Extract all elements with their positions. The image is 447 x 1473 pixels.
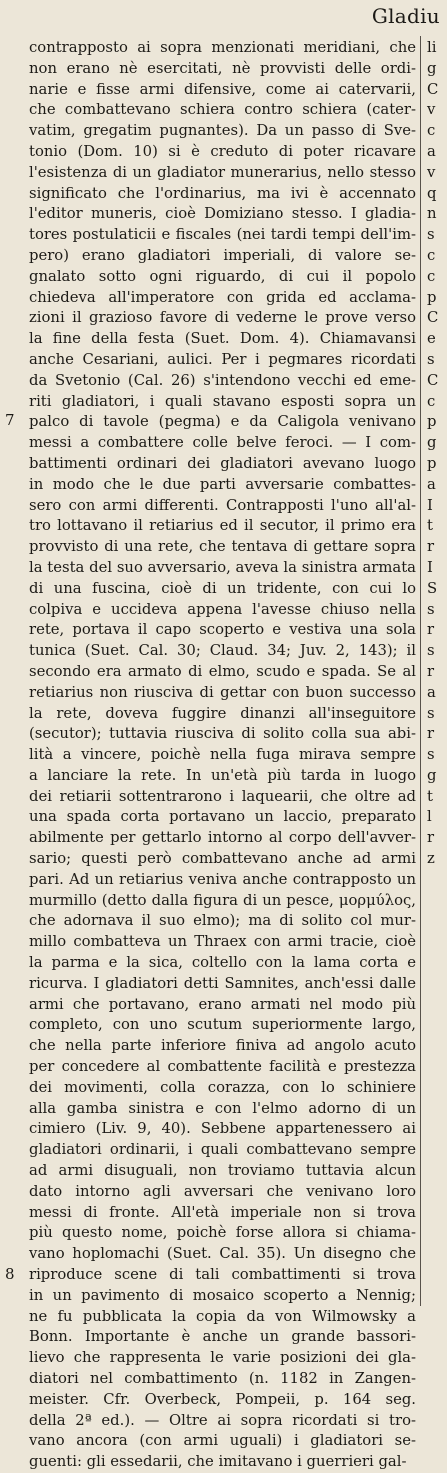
right-fragment: C [427,80,439,98]
text-line: anche Cesariani, aulici. Per i pegmares ricordati [29,350,416,368]
right-fragment: l [427,808,432,826]
text-line: pero) erano gladiatori imperiali, di valore se- [29,246,416,264]
right-fragment: g [427,434,437,452]
right-fragment: t [427,517,433,535]
text-line: narie e fisse armi difensive, come ai catervarii, [29,80,416,98]
right-fragment: r [427,621,435,639]
text-line: che nella parte inferiore finiva ad angolo acuto [29,1037,416,1055]
right-fragment: a [427,142,436,160]
text-line: dei movimenti, colla corazza, con lo schiniere [29,1078,416,1096]
text-line: che combattevano schiera contro schiera (cater- [29,101,416,119]
text-line: secondo era armato di elmo, scudo e spada. Se al [29,662,416,680]
margin-number-7: 7 [5,411,15,429]
text-line: ne fu pubblicata la copia da von Wilmowsky a [29,1307,416,1325]
right-fragment: s [427,350,435,368]
text-line: vatim, gregatim pugnantes). Da un passo di Sve- [29,122,416,140]
text-line: in modo che le due parti avversarie combattes- [29,475,416,493]
right-fragment: s [427,746,435,764]
text-line: riti gladiatori, i quali stavano esposti sopra un [29,392,416,410]
text-line: in un pavimento di mosaico scoperto a Nennig; [29,1286,416,1304]
text-line: l'editor muneris, cioè Domiziano stesso. I gladia- [29,205,416,223]
text-line: messi a combattere colle belve feroci. — I com- [29,434,416,452]
running-head: Gladiu [371,4,440,28]
text-line: alla gamba sinistra e con l'elmo adorno di un [29,1099,416,1117]
text-line: per concedere al combattente facilità e prestezza [29,1058,416,1076]
text-line: colpiva e uccideva appena l'avesse chiuso nella [29,600,416,618]
text-line: di una fuscina, cioè di un tridente, con cui lo [29,579,416,597]
text-line: della 2ª ed.). — Oltre ai sopra ricordati si tro- [29,1411,416,1429]
text-line: rete, portava il capo scoperto e vestiva una sola [29,621,416,639]
text-line: messi di fronte. All'età imperiale non si trova [29,1203,416,1221]
right-fragment: p [427,454,437,472]
right-fragment: I [427,558,433,576]
right-fragment: s [427,600,435,618]
text-line: tonio (Dom. 10) si è creduto di poter ricavare [29,142,416,160]
text-line: diatori nel combattimento (n. 1182 in Zangen- [29,1370,416,1387]
text-line: murmillo (detto dalla figura di un pesce, μορμύλος, [29,891,416,909]
text-line: da Svetonio (Cal. 26) s'intendono vecchi ed eme- [29,371,416,389]
main-text-column [29,38,416,1473]
text-line: tro lottavano il retiarius ed il secutor, il primo era [29,517,416,535]
text-line: guenti: gli essedarii, che imitavano i guerrieri gal- [29,1453,407,1471]
text-line: vano hoplomachi (Suet. Cal. 35). Un disegno che [29,1245,416,1263]
text-line: lievo che rappresenta le varie posizioni dei gla- [29,1349,416,1367]
text-line: cimiero (Liv. 9, 40). Sebbene appartenessero ai [29,1120,416,1138]
right-fragment: r [427,538,435,556]
text-line: contrapposto ai sopra menzionati meridiani, che [29,39,416,56]
text-line: provvisto di una rete, che tentava di gettare sopra [29,538,416,556]
text-line: a lanciare la rete. In un'età più tarda in luogo [29,766,416,784]
text-line: gnalato sotto ogni riguardo, di cui il popolo [29,267,416,285]
text-line: la rete, doveva fuggire dinanzi all'inseguitore [29,704,416,722]
text-line: ricurva. I gladiatori detti Samnites, anch'essi dalle [29,974,416,992]
text-line: tores postulaticii e fiscales (nei tardi tempi dell'im- [29,226,416,244]
right-fragment: li [427,39,437,56]
text-line: completo, con uno scutum superiormente largo, [29,1016,416,1034]
text-line: retiarius non riusciva di gettar con buon successo [29,683,416,701]
text-line: sario; questi però combattevano anche ad armi [29,850,416,868]
text-line: più questo nome, poichè forse allora si chiama- [29,1224,416,1242]
text-line: pari. Ad un retiarius veniva anche contrapposto un [29,870,416,888]
text-line: dato intorno agli avversari che venivano loro [29,1182,416,1200]
text-line: ad armi disuguali, non troviamo tuttavia alcun [29,1162,416,1180]
text-line: zioni il grazioso favore di vederne le prove verso [29,309,416,327]
right-fragment: v [427,163,436,181]
right-fragment: r [427,829,435,847]
right-fragment: t [427,787,433,805]
text-line: (secutor); tuttavia riusciva di solito colla sua abi- [29,725,416,743]
text-line: la parma e la sica, coltello con la lama corta e [29,954,416,972]
right-fragment: I [427,496,433,514]
right-fragment: q [427,184,437,202]
right-fragment: z [427,850,435,868]
text-line: vano ancora (con armi uguali) i gladiatori se- [29,1432,416,1450]
right-fragment: s [427,642,435,660]
right-fragment: s [427,226,435,244]
right-fragment: S [427,579,438,597]
right-fragment: c [427,122,436,140]
text-line: lità a vincere, poichè nella fuga mirava sempre [29,746,416,764]
text-line: dei retiarii sottentrarono i laquearii, che oltre ad [29,787,416,805]
text-line: la testa del suo avversario, aveva la sinistra armata [29,558,416,576]
margin-number-8: 8 [5,1265,15,1283]
right-fragment: p [427,413,437,431]
right-fragment: p [427,288,437,306]
text-line: la fine della festa (Suet. Dom. 4). Chiamavansi [29,330,416,348]
text-line: che adornava il suo elmo); ma di solito col mur- [29,912,416,930]
text-line: chiedeva all'imperatore con grida ed acclama- [29,288,416,306]
text-line: significato che l'ordinarius, ma ivi è accennato [29,184,416,202]
right-fragment: g [427,766,437,784]
text-line: Bonn. Importante è anche un grande bassori- [29,1328,416,1346]
text-line: l'esistenza di un gladiator munerarius, nello stesso [29,163,416,181]
text-line: tunica (Suet. Cal. 30; Claud. 34; Juv. 2, 143); il [29,642,416,660]
right-fragment: e [427,330,436,348]
right-fragment: v [427,101,436,119]
text-line: meister. Cfr. Overbeck, Pompeii, p. 164 seg. [29,1390,416,1408]
right-fragment: a [427,475,436,493]
right-fragment: g [427,59,437,77]
column-divider [420,36,421,1306]
text-line: non erano nè esercitati, nè provvisti delle ordi- [29,59,416,77]
text-line: sero con armi differenti. Contrapposti l'uno all'al- [29,496,416,514]
text-line: palco di tavole (pegma) e da Caligola venivano [29,413,416,431]
right-fragment: a [427,683,436,701]
text-line: riproduce scene di tali combattimenti si trova [29,1266,416,1284]
right-fragment: s [427,704,435,722]
right-fragment: C [427,309,439,327]
text-line: una spada corta portavano un laccio, preparato [29,808,416,826]
right-fragment: r [427,725,435,743]
right-fragment: c [427,392,436,410]
text-line: millo combatteva un Thraex con armi tracie, cioè [29,933,416,951]
right-fragment: n [427,205,437,223]
right-fragment: c [427,267,436,285]
text-line: battimenti ordinari dei gladiatori avevano luogo [29,454,416,472]
right-fragment: C [427,371,439,389]
text-line: abilmente per gettarlo intorno al corpo dell'avver- [29,829,416,847]
right-column-fragments [427,38,447,870]
text-line: armi che portavano, erano armati nel modo più [29,995,416,1013]
text-line: gladiatori ordinarii, i quali combattevano sempre [29,1141,416,1159]
right-fragment: c [427,246,436,264]
right-fragment: r [427,662,435,680]
